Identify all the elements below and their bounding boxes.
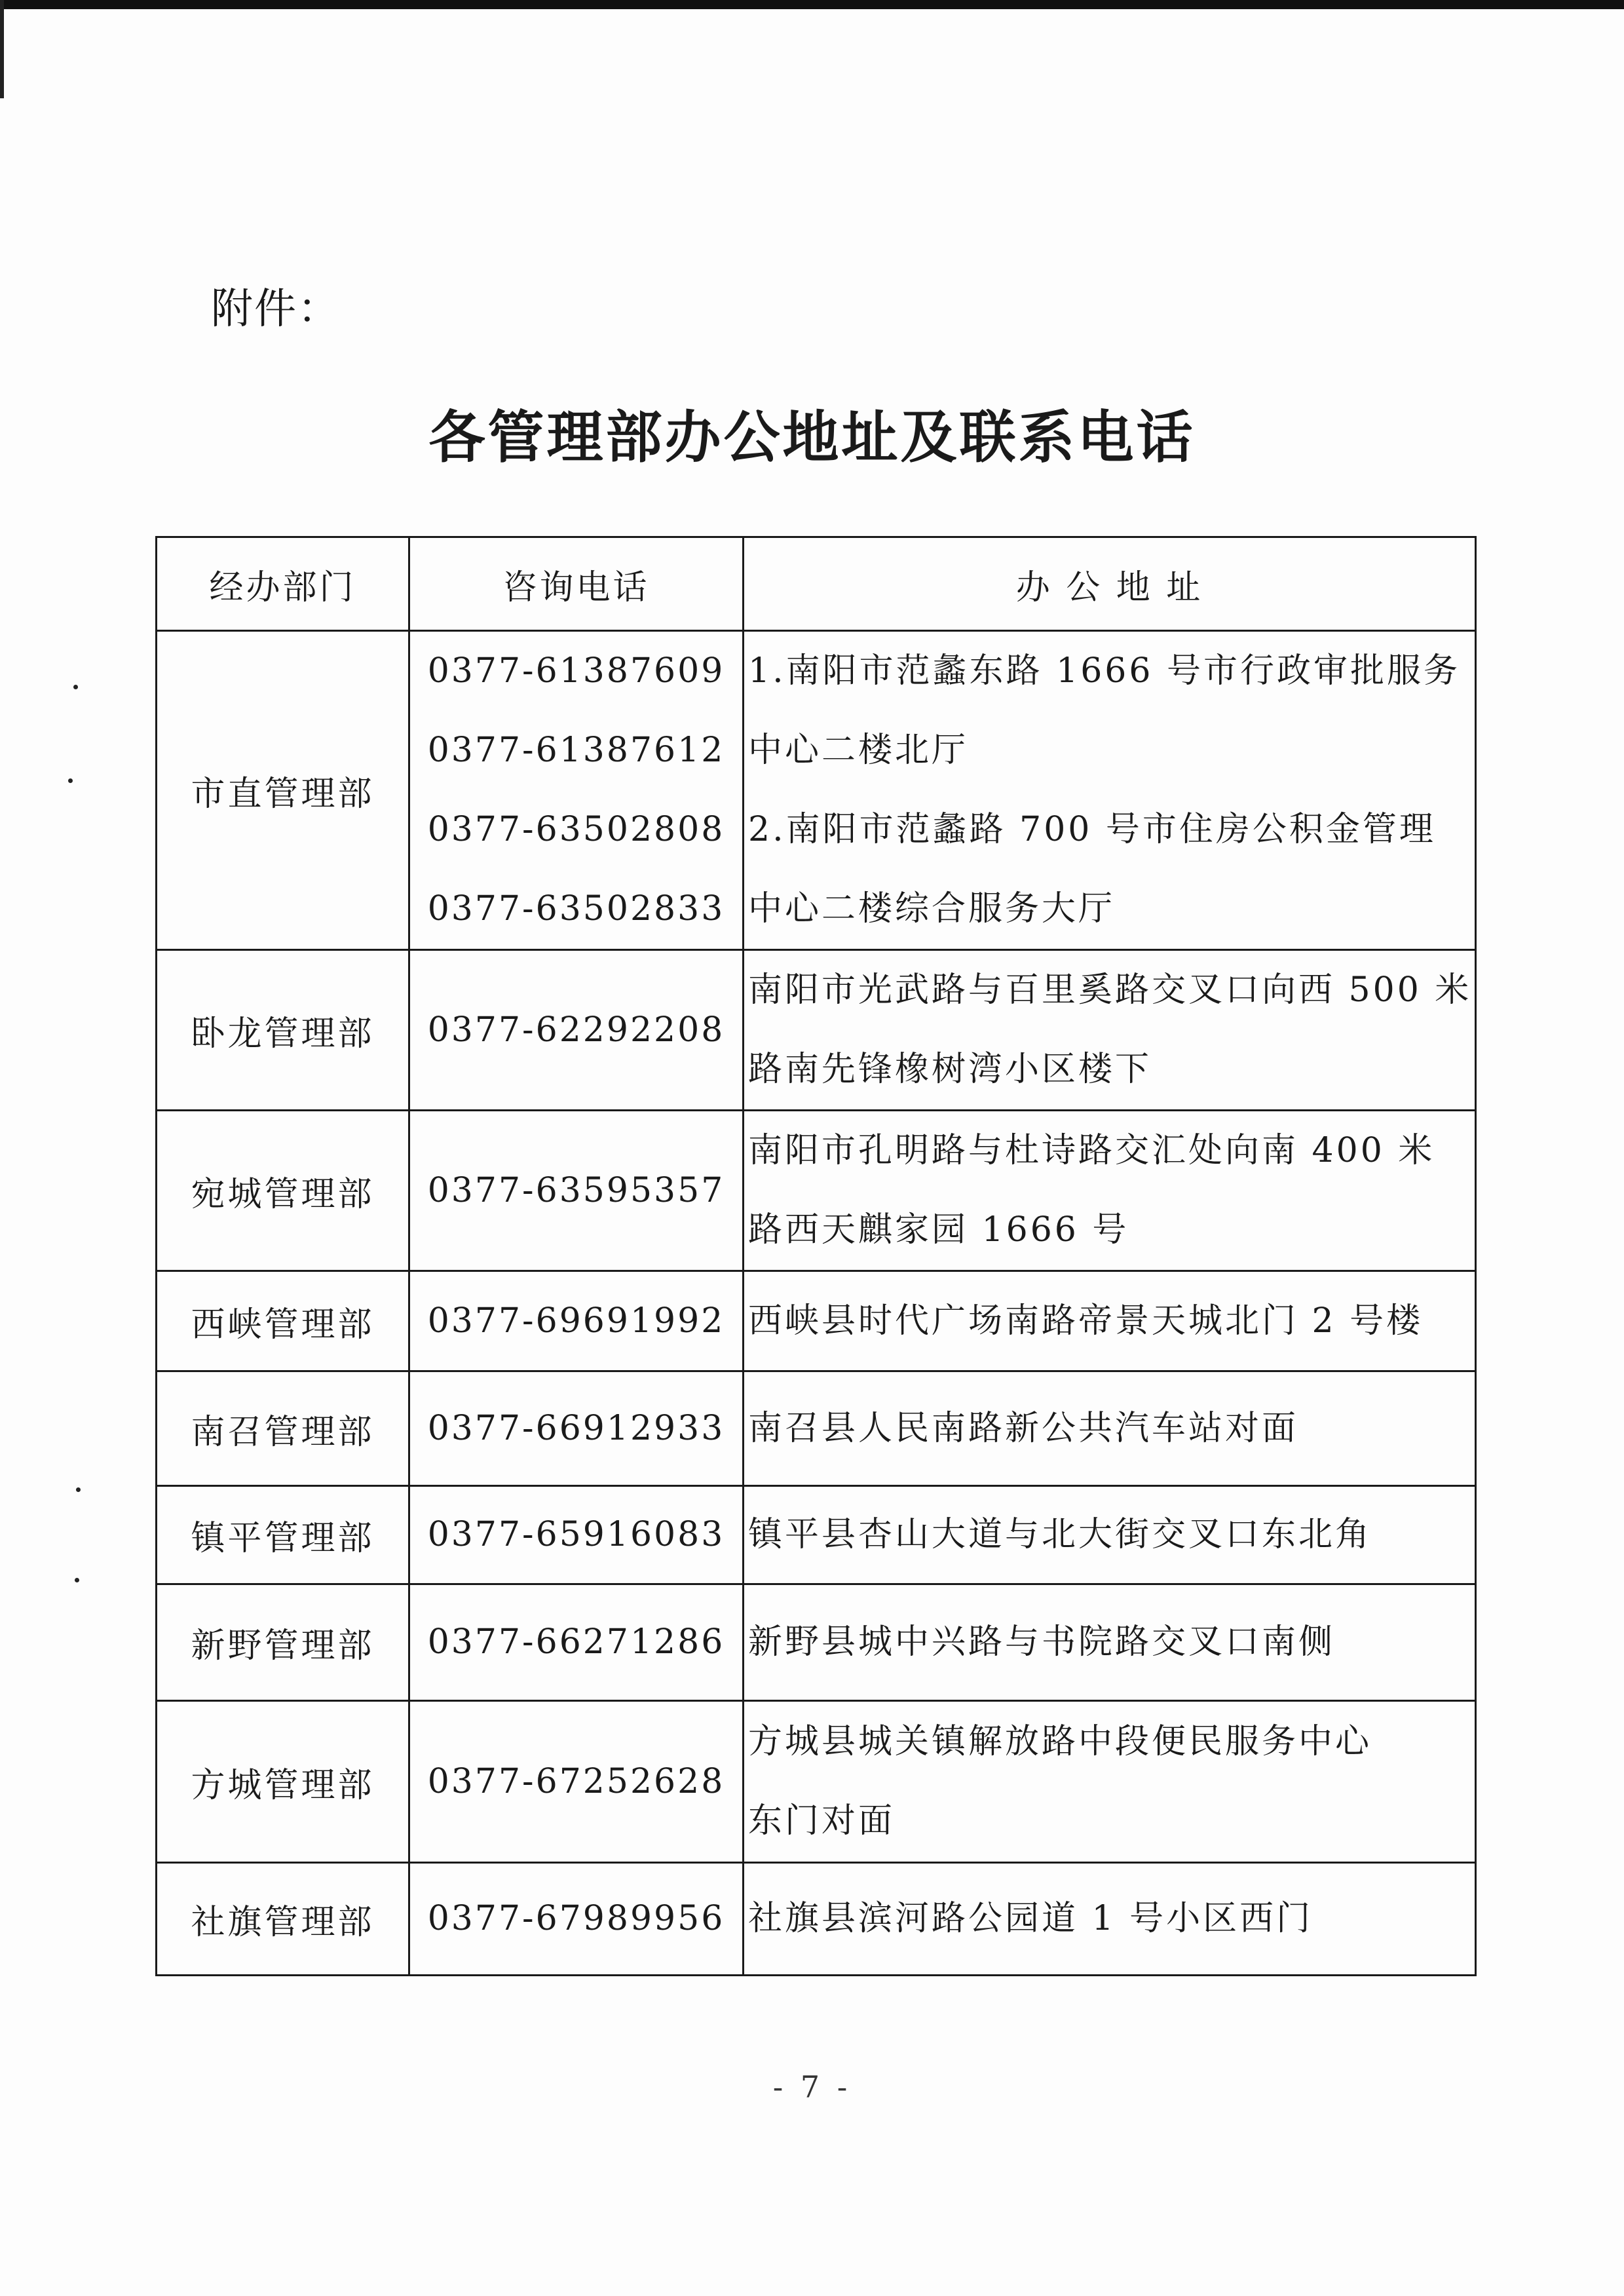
table-row xyxy=(157,1271,1476,1371)
department-cell: 宛城管理部 xyxy=(157,1111,409,1271)
phone-number: 0377-63502833 xyxy=(427,889,725,928)
phone-cell xyxy=(409,950,744,1111)
table-header-row xyxy=(157,537,1476,631)
phone-number: 0377-69691992 xyxy=(427,1301,725,1341)
address-cell xyxy=(744,1584,1476,1701)
header-department: 经办部门 xyxy=(157,537,409,631)
phone-cell xyxy=(409,1584,744,1701)
address-line: 中心二楼北厅 xyxy=(748,731,969,770)
address-line: 镇平县杏山大道与北大街交叉口东北角 xyxy=(748,1515,1372,1554)
phone-cell xyxy=(409,631,744,950)
phone-cell xyxy=(409,1371,744,1486)
header-address: 办 公 地 址 xyxy=(744,537,1476,631)
department-cell: 市直管理部 xyxy=(157,631,409,950)
table-row xyxy=(157,1371,1476,1486)
table-row xyxy=(157,1486,1476,1584)
table-row xyxy=(157,1111,1476,1271)
phone-number: 0377-63595357 xyxy=(427,1170,725,1210)
table-row xyxy=(157,1584,1476,1701)
phone-number: 0377-61387609 xyxy=(427,651,725,691)
scan-left-border xyxy=(0,0,4,98)
address-line: 中心二楼综合服务大厅 xyxy=(748,889,1116,928)
scan-speck xyxy=(68,778,73,783)
address-cell xyxy=(744,1111,1476,1271)
address-cell xyxy=(744,1486,1476,1584)
department-cell: 社旗管理部 xyxy=(157,1863,409,1976)
address-cell xyxy=(744,950,1476,1111)
phone-number: 0377-62292208 xyxy=(427,1010,725,1050)
department-cell: 南召管理部 xyxy=(157,1371,409,1486)
address-cell xyxy=(744,1371,1476,1486)
address-line: 西峡县时代广场南路帝景天城北门 2 号楼 xyxy=(748,1301,1424,1341)
department-cell: 西峡管理部 xyxy=(157,1271,409,1371)
page-number: - 7 - xyxy=(772,2069,852,2105)
phone-cell xyxy=(409,1701,744,1863)
phone-number: 0377-66271286 xyxy=(427,1622,725,1662)
scan-top-border xyxy=(0,0,1624,9)
phone-number: 0377-63502808 xyxy=(427,810,725,849)
table-row xyxy=(157,631,1476,950)
phone-number: 0377-67989956 xyxy=(427,1899,725,1938)
table-row xyxy=(157,1701,1476,1863)
phone-cell xyxy=(409,1863,744,1976)
address-cell xyxy=(744,1701,1476,1863)
address-cell xyxy=(744,631,1476,950)
phone-cell xyxy=(409,1486,744,1584)
address-cell xyxy=(744,1271,1476,1371)
document-title: 各管理部办公地址及联系电话 xyxy=(428,404,1196,470)
phone-number: 0377-67252628 xyxy=(427,1761,725,1801)
header-phone: 咨询电话 xyxy=(409,537,744,631)
scan-speck xyxy=(73,685,78,689)
address-line: 社旗县滨河路公园道 1 号小区西门 xyxy=(748,1899,1313,1938)
address-line: 南阳市光武路与百里奚路交叉口向西 500 米 xyxy=(748,970,1472,1010)
department-cell: 新野管理部 xyxy=(157,1584,409,1701)
department-cell: 卧龙管理部 xyxy=(157,950,409,1111)
address-line: 方城县城关镇解放路中段便民服务中心 xyxy=(748,1722,1372,1761)
scan-speck xyxy=(76,1487,81,1492)
department-cell: 方城管理部 xyxy=(157,1701,409,1863)
address-line: 南召县人民南路新公共汽车站对面 xyxy=(748,1408,1299,1448)
phone-number: 0377-65916083 xyxy=(427,1515,725,1554)
phone-cell xyxy=(409,1271,744,1371)
phone-number: 0377-66912933 xyxy=(427,1408,725,1448)
address-line: 2.南阳市范蠡路 700 号市住房公积金管理 xyxy=(748,810,1436,849)
attachment-label: 附件： xyxy=(211,285,341,334)
address-line: 南阳市孔明路与杜诗路交汇处向南 400 米 xyxy=(748,1131,1435,1170)
phone-cell xyxy=(409,1111,744,1271)
department-cell: 镇平管理部 xyxy=(157,1486,409,1584)
address-cell xyxy=(744,1863,1476,1976)
contact-table xyxy=(155,536,1477,1976)
address-line: 东门对面 xyxy=(748,1801,896,1841)
scan-speck xyxy=(75,1578,79,1582)
table-row xyxy=(157,1863,1476,1976)
phone-number: 0377-61387612 xyxy=(427,731,725,770)
address-line: 路南先锋橡树湾小区楼下 xyxy=(748,1050,1152,1089)
address-line: 路西天麒家园 1666 号 xyxy=(748,1210,1129,1250)
table-row xyxy=(157,950,1476,1111)
address-line: 1.南阳市范蠡东路 1666 号市行政审批服务 xyxy=(748,651,1461,691)
address-line: 新野县城中兴路与书院路交叉口南侧 xyxy=(748,1622,1336,1662)
